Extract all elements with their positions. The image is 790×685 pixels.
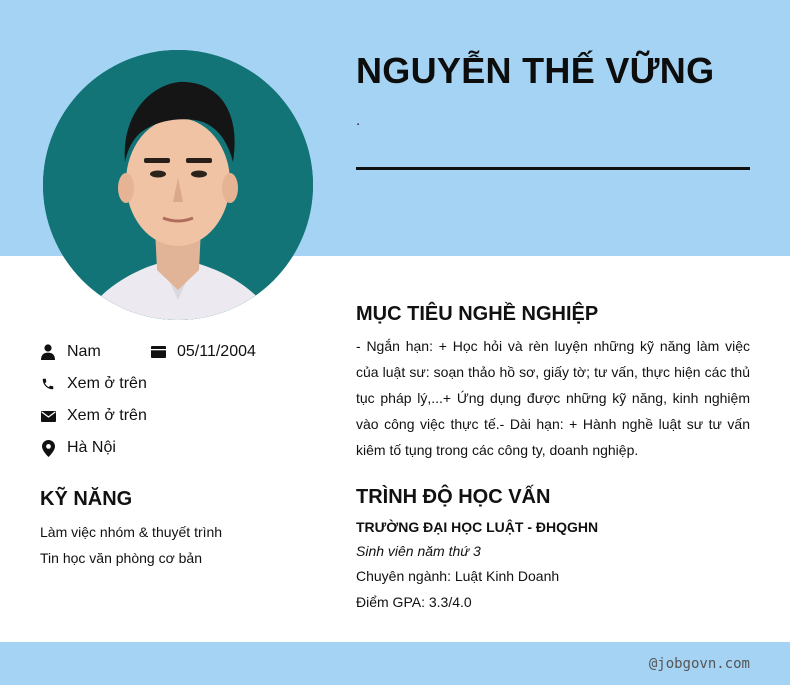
mail-icon [40, 408, 56, 424]
phone-value: Xem ở trên [67, 375, 147, 392]
header-divider [356, 167, 750, 170]
objective-text: - Ngắn hạn: + Học hỏi và rèn luyện những kỹ năng làm việc của luật sư: soạn thảo hồ sơ, giấy tờ; tư vấn, thực hiện các thủ tục pháp lý,...+ Ứng dụng được những kỹ năng, kinh nghiệm vào công việc thực tế.- Dài hạn: + Hành nghề luật sư tư vấn kiêm tố tụng trong các công ty, doanh nghiệp. [356, 338, 750, 458]
skill-item: Tin học văn phòng cơ bản [40, 550, 202, 566]
contact-birthdate [150, 343, 256, 361]
objective-heading: MỤC TIÊU NGHỀ NGHIỆP [356, 303, 599, 325]
calendar-icon [150, 344, 166, 360]
education-heading: TRÌNH ĐỘ HỌC VẤN [356, 486, 551, 508]
contact-phone [40, 375, 147, 393]
skill-item: Làm việc nhóm & thuyết trình [40, 524, 223, 540]
birthdate-value: 05/11/2004 [177, 343, 256, 360]
address-value: Hà Nội [67, 439, 116, 456]
study-status: Sinh viên năm thứ 3 [356, 543, 481, 559]
gender-value: Nam [67, 343, 101, 360]
contact-address [40, 439, 116, 457]
gpa: Điểm GPA: 3.3/4.0 [356, 594, 472, 610]
contact-gender [40, 343, 101, 361]
person-icon [40, 344, 56, 360]
contact-email [40, 407, 147, 425]
school-name: TRƯỜNG ĐẠI HỌC LUẬT - ĐHQGHN [356, 519, 599, 535]
skills-heading: KỸ NĂNG [40, 488, 133, 510]
footer-credit: @jobgovn.com [648, 656, 750, 672]
job-title: . [356, 112, 361, 129]
major: Chuyên ngành: Luật Kinh Doanh [356, 568, 560, 584]
location-pin-icon [40, 440, 56, 456]
email-value: Xem ở trên [67, 407, 147, 424]
profile-photo [43, 50, 313, 320]
phone-icon [40, 376, 56, 392]
full-name: NGUYỄN THẾ VỮNG [356, 50, 715, 91]
